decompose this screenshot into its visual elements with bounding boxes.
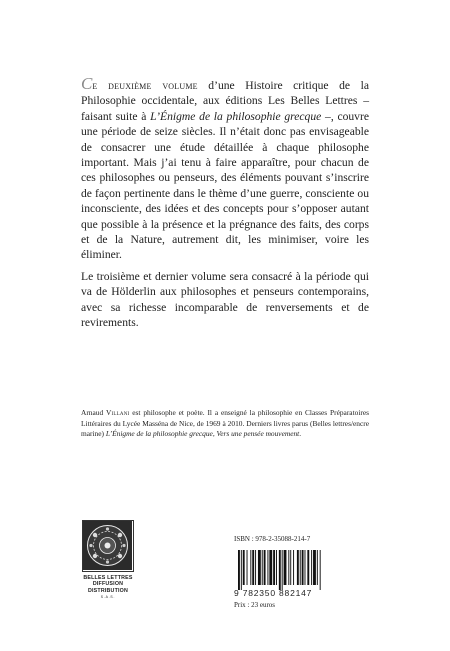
paragraph-2: Le troisième et dernier volume sera consacré à la période qui va de Hölderlin aux philosophes et penseurs contemporains, avec sa richesse incomparable de renversements et de revirements. <box>81 269 369 330</box>
bio-titles-italic: L’Énigme de la philosophie grecque, Vers une pensée mouvement <box>105 429 300 439</box>
publisher-emblem-icon <box>82 520 134 572</box>
publisher-line-2: DIFFUSION <box>92 581 124 588</box>
bio-text-b: . <box>299 429 302 439</box>
publisher-name <box>80 575 136 601</box>
opening-smallcaps: e deuxième volume <box>92 79 198 92</box>
publisher-logo <box>80 520 136 608</box>
drop-cap: C <box>81 74 93 93</box>
barcode-digits: 9 782350 882147 <box>234 588 313 598</box>
isbn-label: ISBN : 978-2-35088-214-7 <box>234 535 311 543</box>
author-firstname: Arnaud <box>81 408 107 417</box>
isbn-block <box>234 535 374 610</box>
paragraph-1-text-b: –, couvre une période de seize siècles. Il n’était donc pas envisageable de consacrer une étude détaillée à chaque philosophe important. Mais j’ai tenu à faire apparaître, pour chacun de ces philosophes ou penseurs, des éléments pouvant s’inscrire de façon pertinente dans le thème d’une guerre, consciente ou inconsciente, des idées et des concepts pour s’opposer autant que possible à la présence et la prégnance des faits, des corps et de la Nature, autrement dit, les minimiser, voire les éliminer. <box>81 109 369 262</box>
author-lastname: Villani <box>106 408 130 417</box>
barcode-icon <box>234 550 352 590</box>
paragraph-1 <box>81 74 369 263</box>
author-bio <box>81 408 369 440</box>
paragraph-1-text-a: d’une Histoire critique de la Philosophie occidentale, aux éditions Les Belles Lettres – faisant suite à <box>81 79 369 123</box>
publisher-line-1: BELLES LETTRES <box>83 575 133 581</box>
publisher-line-4: S.A.S. <box>100 595 116 600</box>
main-text <box>81 74 369 331</box>
barcode <box>234 550 372 598</box>
bio-text-a: est philosophe et poète. Il a enseigné la philosophie en Classes Préparatoires Littéraires du Lycée Masséna de Nice, de 1969 à 2010. Derniers livres parus (Belles lettres/encre marine) <box>81 408 369 439</box>
price: Prix : 23 euros <box>234 601 276 609</box>
publisher-line-3: DISTRIBUTION <box>87 587 129 594</box>
book-title-italic: L’Énigme de la philosophie grecque <box>150 109 322 123</box>
